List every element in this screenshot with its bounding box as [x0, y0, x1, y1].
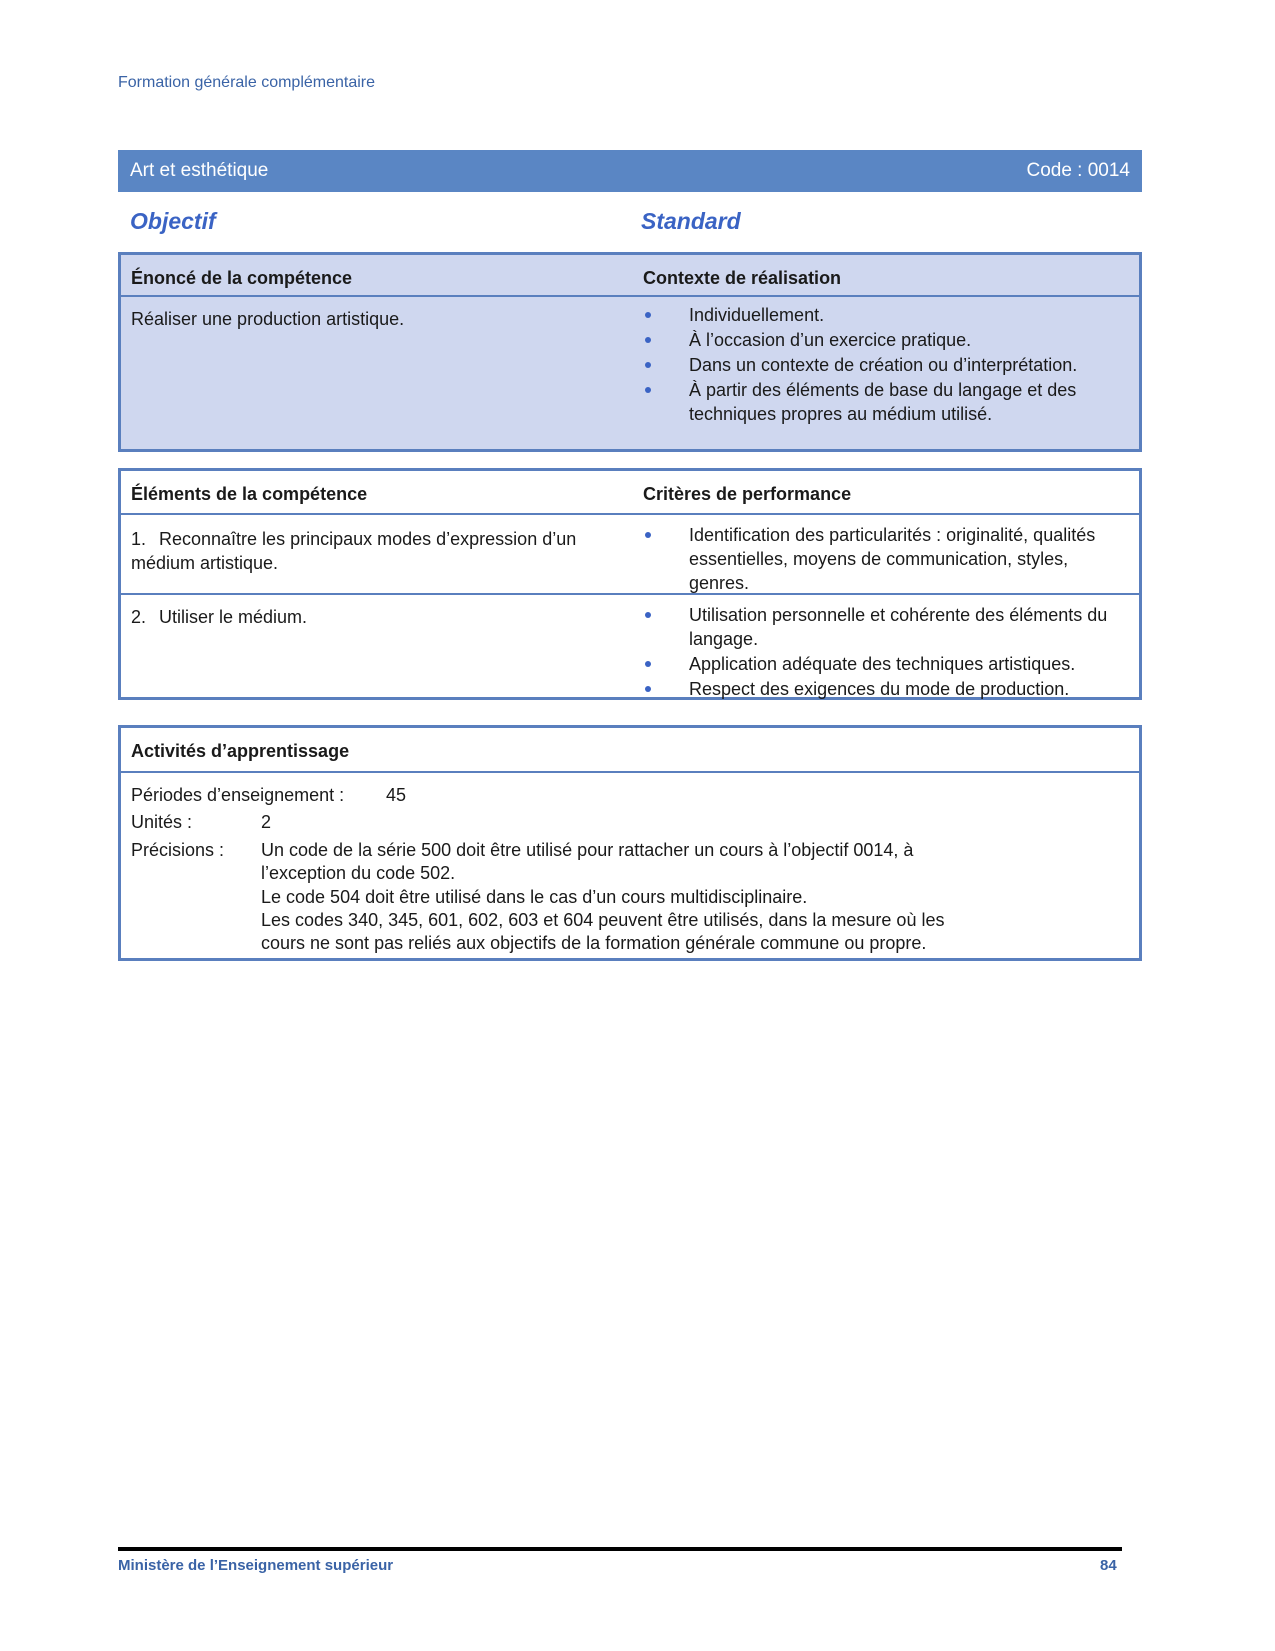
competence-row — [121, 297, 1139, 449]
context-item: À l’occasion d’un exercice pratique. — [643, 328, 1123, 352]
table-row — [121, 595, 1139, 699]
element-label: Reconnaître les principaux modes d’expression d’un médium artistique. — [131, 529, 577, 573]
criteria-item: Utilisation personnelle et cohérente des éléments du langage. — [643, 603, 1123, 651]
periods-value: 45 — [386, 785, 407, 805]
element-text — [131, 605, 621, 629]
element-number: 2. — [131, 607, 147, 627]
activities-box — [118, 725, 1142, 961]
objective-heading: Objectif — [130, 208, 216, 234]
course-title-bar — [118, 150, 1142, 192]
footer-divider — [118, 1547, 1122, 1551]
criteria-list — [643, 603, 1123, 702]
course-title: Art et esthétique — [130, 160, 269, 181]
table-row — [121, 515, 1139, 595]
context-item: À partir des éléments de base du langage et des techniques propres au médium utilisé. — [643, 378, 1123, 426]
standard-heading: Standard — [641, 208, 741, 234]
element-number: 1. — [131, 529, 147, 549]
competence-box — [118, 252, 1142, 452]
elements-box-header — [121, 471, 1139, 515]
competence-statement: Réaliser une production artistique. — [131, 309, 405, 329]
criteria-header: Critères de performance — [643, 484, 852, 504]
statement-header: Énoncé de la compétence — [131, 268, 353, 288]
activities-title: Activités d’apprentissage — [131, 741, 350, 761]
course-code: Code : 0014 — [1026, 160, 1130, 181]
details-line: l’exception du code 502. — [261, 863, 456, 883]
details-line: cours ne sont pas reliés aux objectifs de la formation générale commune ou propre. — [261, 933, 927, 953]
element-label: Utiliser le médium. — [159, 607, 308, 627]
criteria-item: Respect des exigences du mode de production. — [643, 677, 1123, 701]
running-head: Formation générale complémentaire — [118, 74, 376, 91]
details-line: Le code 504 doit être utilisé dans le cas d’un cours multidisciplinaire. — [261, 887, 808, 907]
context-header: Contexte de réalisation — [643, 268, 842, 288]
units-label: Unités : — [131, 812, 193, 832]
activities-header — [121, 728, 1139, 773]
elements-box — [118, 468, 1142, 700]
criteria-list — [643, 523, 1123, 596]
context-list — [643, 303, 1123, 427]
competence-box-header — [121, 255, 1139, 297]
elements-header: Éléments de la compétence — [131, 484, 368, 504]
page-number: 84 — [1100, 1557, 1117, 1574]
section-headings — [130, 208, 1130, 238]
footer-ministry: Ministère de l’Enseignement supérieur — [118, 1557, 394, 1574]
units-value: 2 — [261, 812, 272, 832]
criteria-item: Identification des particularités : originalité, qualités essentielles, moyens de communication, styles, genres. — [643, 523, 1123, 595]
details-label: Précisions : — [131, 840, 225, 860]
context-item: Individuellement. — [643, 303, 1123, 327]
context-item: Dans un contexte de création ou d’interprétation. — [643, 353, 1123, 377]
periods-label: Périodes d’enseignement : — [131, 785, 345, 805]
criteria-item: Application adéquate des techniques artistiques. — [643, 652, 1123, 676]
details-line: Les codes 340, 345, 601, 602, 603 et 604 peuvent être utilisés, dans la mesure où les — [261, 910, 945, 930]
details-line: Un code de la série 500 doit être utilisé pour rattacher un cours à l’objectif 0014, à — [261, 840, 914, 860]
element-text — [131, 527, 621, 575]
